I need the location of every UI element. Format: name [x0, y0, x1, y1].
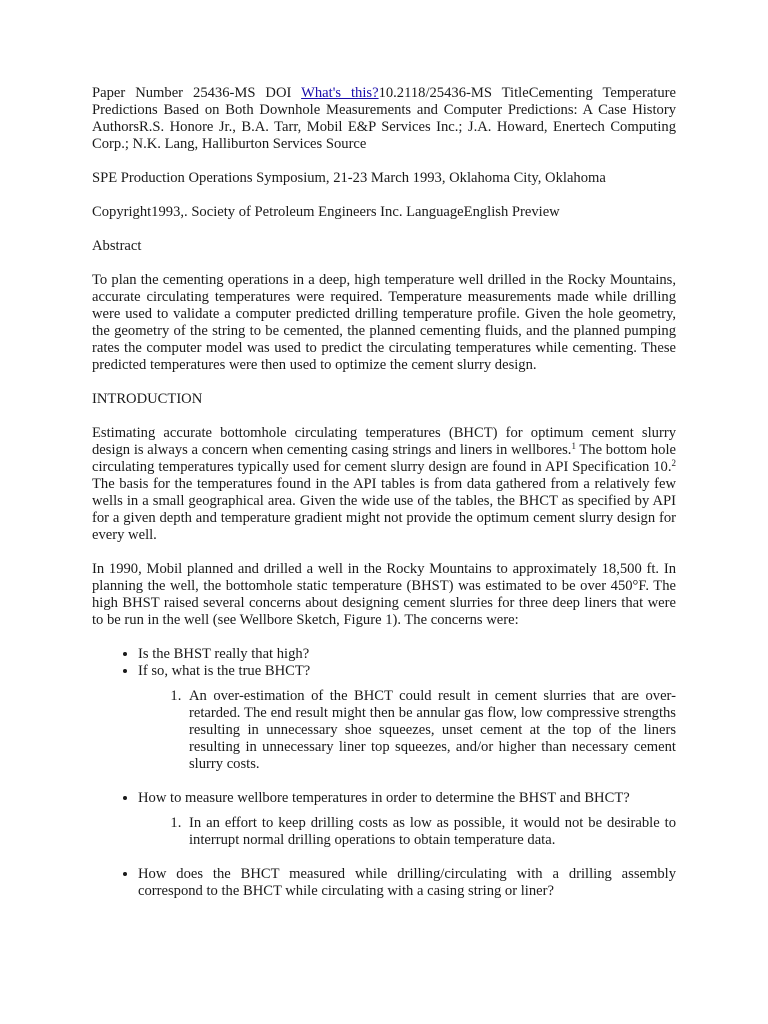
sub-list: [138, 688, 676, 773]
whats-this-link[interactable]: What's this?: [301, 85, 379, 101]
paper-header-details: 10.2118/25436-MS TitleCementing Temperature Predictions Based on Both Downhole Measurements and Computer Predictions: A Case History AuthorsR.S. Honore Jr., B.A. Tarr, Mobil E&P Services Inc.; J.A. Howard, Enertech Computing Corp.; N.K. Lang, Halliburton Services Source: [92, 85, 676, 152]
sub-list-item: 1. In an effort to keep drilling costs as low as possible, it would not be desirable to interrupt normal drilling operations to obtain temperature data.: [185, 815, 676, 849]
sub-list-item: 1. An over-estimation of the BHCT could result in cement slurries that are over-retarded. The end result might then be annular gas flow, low compressive strengths resulting in unnecessary shoe squeezes, unset cement at the top of the liners resulting in unnecessary liner top squeezes, and/or higher than necessary cement slurry costs.: [185, 688, 676, 773]
copyright-line: Copyright1993,. Society of Petroleum Engineers Inc. LanguageEnglish Preview: [92, 204, 560, 220]
source-line: SPE Production Operations Symposium, 21-23 March 1993, Oklahoma City, Oklahoma: [92, 170, 606, 186]
concerns-list: [92, 646, 676, 900]
introduction-paragraph-2: In 1990, Mobil planned and drilled a well in the Rocky Mountains to approximately 18,500 ft. In planning the well, the bottomhole static temperature (BHST) was estimated to be over 450°F. The high BHST raised several concerns about designing cement slurries for three deep liners that were to be run in the well (see Wellbore Sketch, Figure 1). The concerns were:: [92, 561, 676, 628]
introduction-paragraph-1: [92, 425, 676, 544]
list-item: • How does the BHCT measured while drilling/circulating with a drilling assembly correspond to the BHCT while circulating with a casing string or liner?: [138, 866, 676, 900]
list-item: [138, 790, 676, 849]
abstract-body: To plan the cementing operations in a deep, high temperature well drilled in the Rocky Mountains, accurate circulating temperatures were required. Temperature measurements made while drilling were used to validate a computer predicted drilling temperature profile. Given the hole geometry, the geometry of the string to be cemented, the planned cementing fluids, and the planned pumping rates the computer model was used to predict the circulating temperatures while cementing. These predicted temperatures were then used to optimize the cement slurry design.: [92, 272, 676, 373]
abstract-heading: Abstract: [92, 238, 142, 254]
paper-number-label: Paper Number 25436-MS DOI: [92, 85, 302, 101]
citation-1: 1: [571, 441, 576, 451]
introduction-heading: INTRODUCTION: [92, 391, 203, 407]
list-item: [138, 663, 676, 773]
list-item: • Is the BHST really that high?: [138, 646, 676, 663]
sub-list: [138, 815, 676, 849]
list-item-text: How to measure wellbore temperatures in order to determine the BHST and BHCT?: [138, 790, 630, 806]
intro-p1-text-a: Estimating accurate bottomhole circulating temperatures (BHCT) for optimum cement slurry design is always a concern when cementing casing strings and liners in wellbores.: [92, 425, 676, 458]
intro-p1-text-b: The bottom hole circulating temperatures typically used for cement slurry design are found in API Specification 10.: [92, 442, 676, 475]
paper-header: [92, 85, 676, 153]
list-item-text: If so, what is the true BHCT?: [138, 663, 311, 679]
intro-p1-text-c: The basis for the temperatures found in the API tables is from data gathered from a relatively few wells in a small geographical area. Given the wide use of the tables, the BHCT as specified by API for a given depth and temperature gradient might not provide the optimum cement slurry design for every well.: [92, 476, 676, 543]
citation-2: 2: [671, 458, 676, 468]
